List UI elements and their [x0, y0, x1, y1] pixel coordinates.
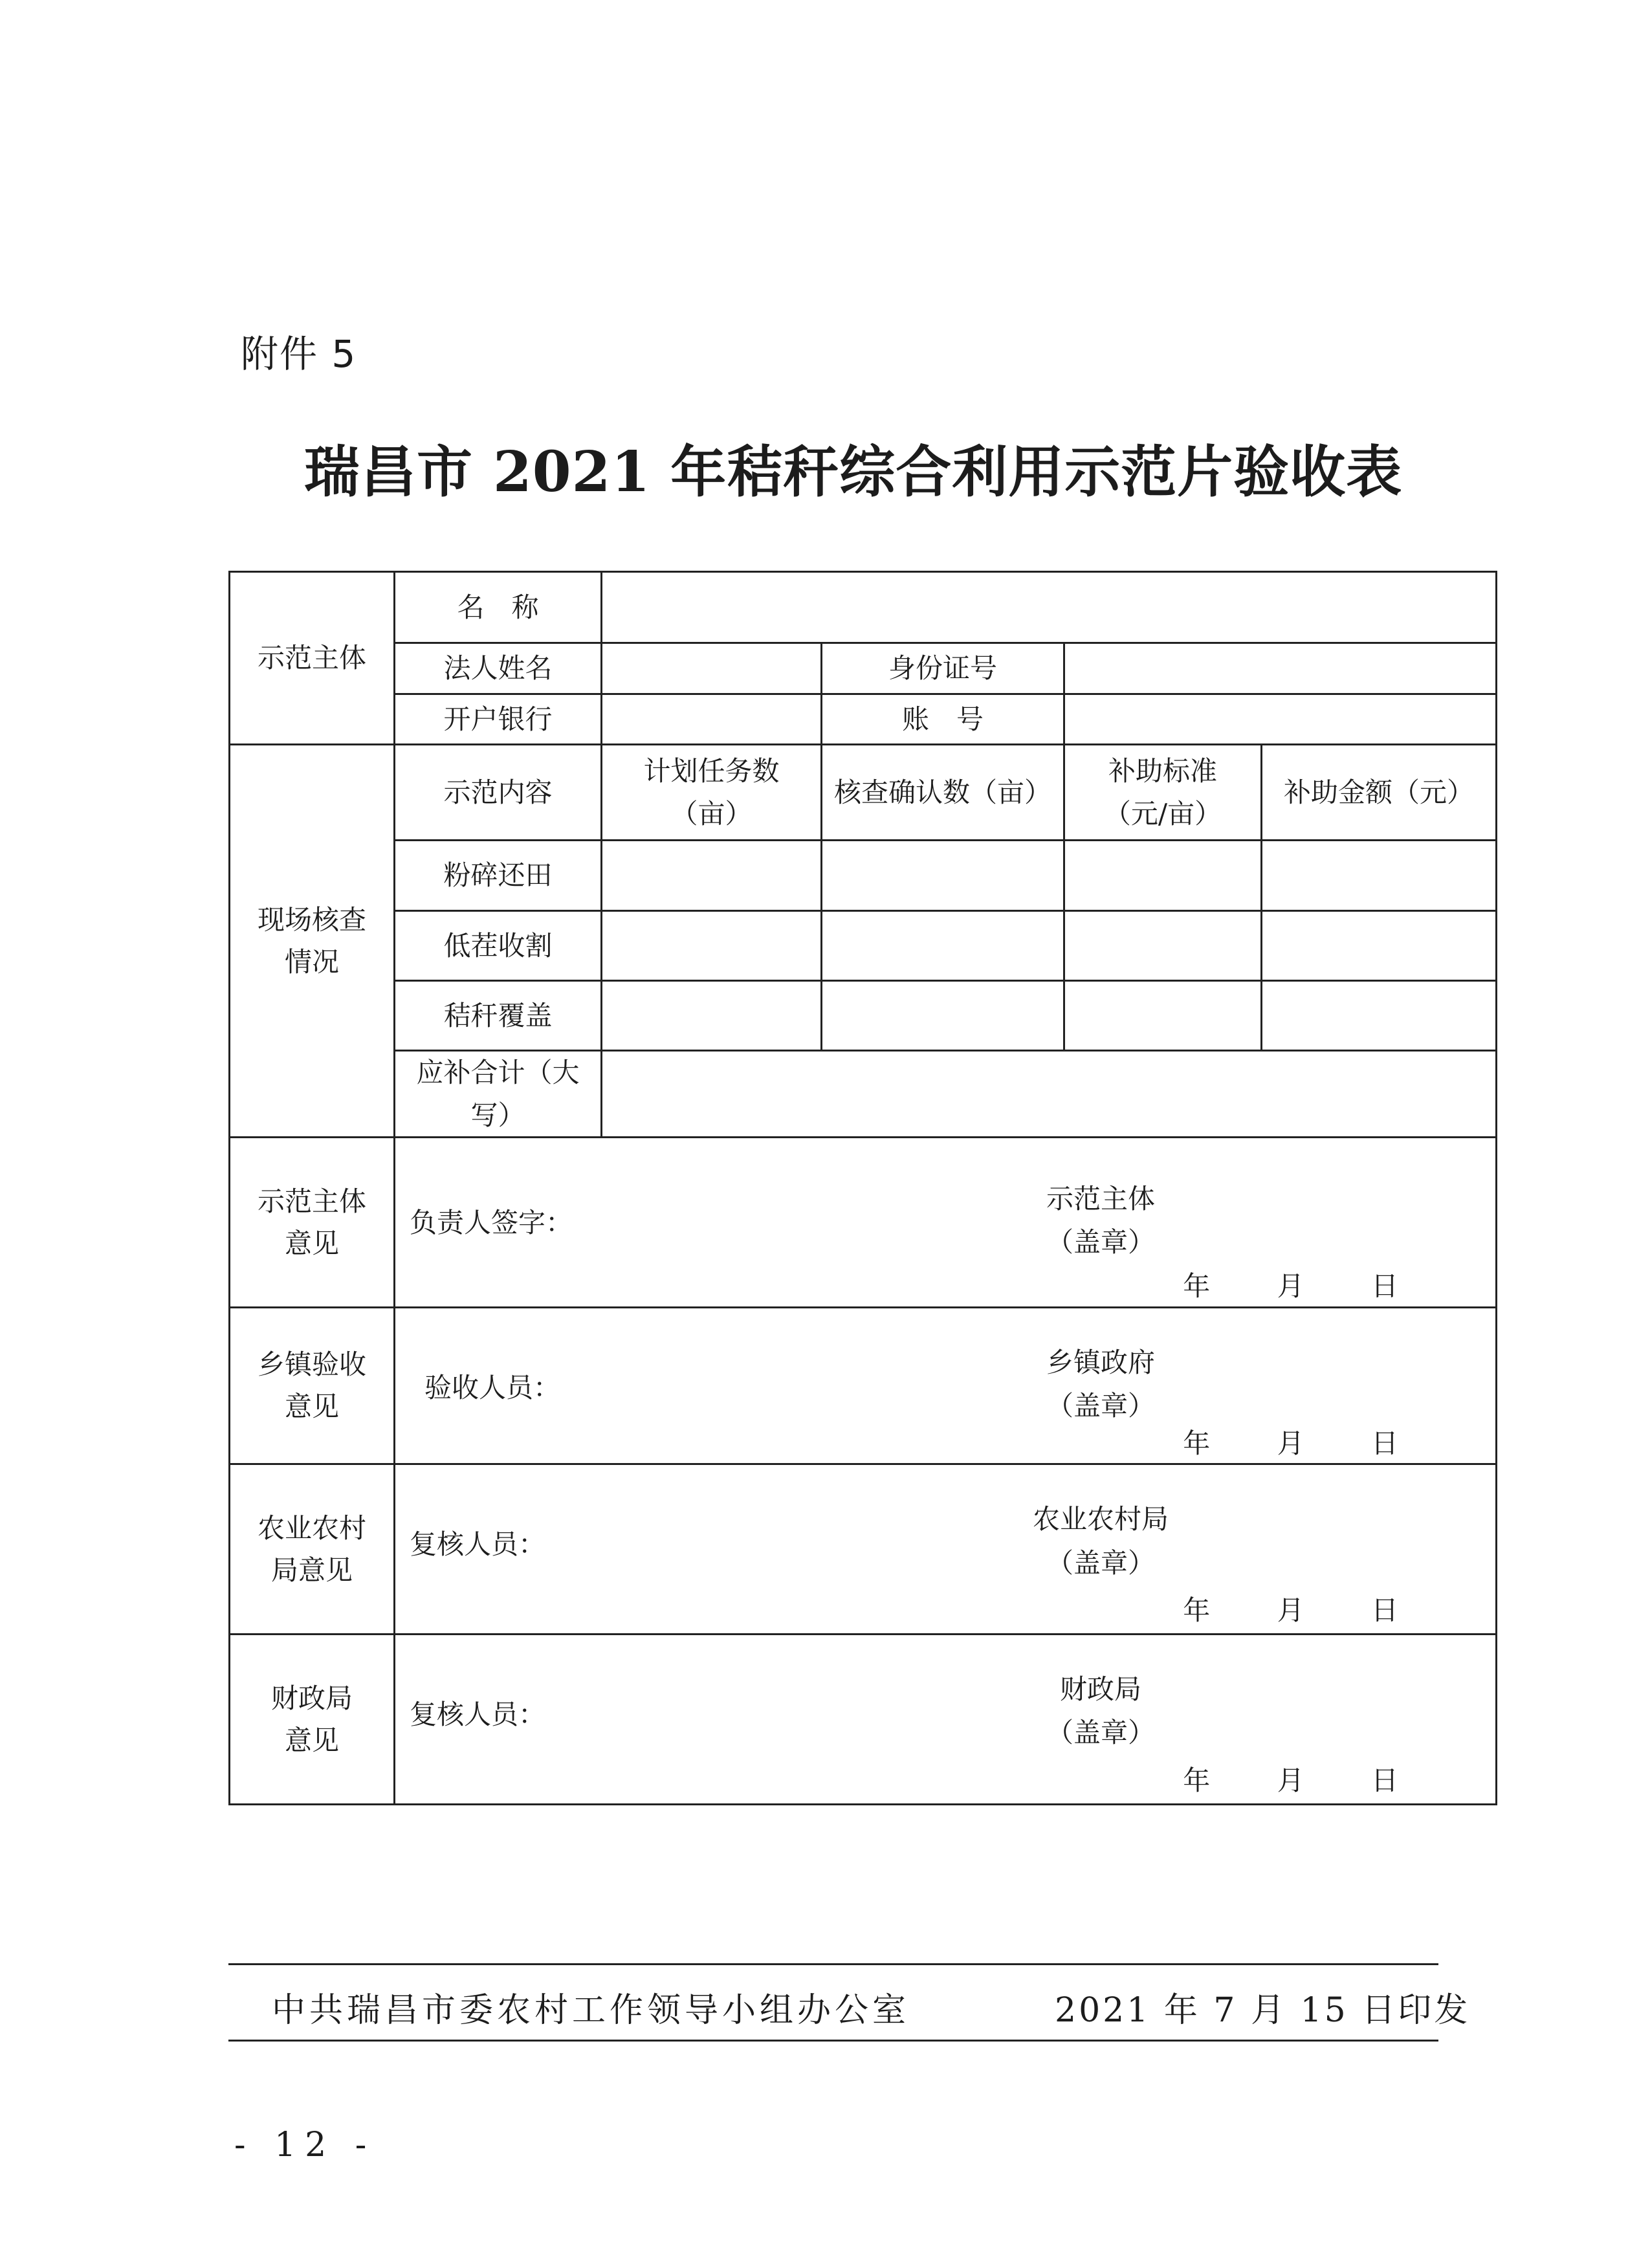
account-value-cell[interactable]	[1064, 694, 1497, 744]
day-label: 日	[1370, 1270, 1398, 1302]
column-header-content: 示范内容	[395, 744, 602, 840]
opinion-agriculture-seal-name: 农业农村局	[1032, 1503, 1169, 1536]
legal-person-value-cell[interactable]	[602, 643, 822, 694]
row-label-low-stubble: 低茬收割	[395, 910, 602, 980]
demo-subject-section-label: 示范主体	[230, 572, 395, 745]
day-label: 日	[1370, 1427, 1398, 1459]
inspection-section-label: 现场核查情况	[230, 744, 395, 1137]
table-cell[interactable]	[602, 910, 822, 980]
opinion-township-date	[1125, 1422, 1398, 1464]
name-label: 名 称	[395, 572, 602, 643]
column-header-standard: 补助标准（元/亩）	[1064, 744, 1262, 840]
opinion-finance-signer-label: 复核人员：	[410, 1699, 546, 1731]
month-label: 月	[1277, 1270, 1304, 1302]
opinion-agriculture-date	[1125, 1589, 1398, 1631]
table-cell[interactable]	[822, 841, 1064, 910]
day-label: 日	[1370, 1765, 1398, 1797]
opinion-township-section-label: 乡镇验收意见	[230, 1307, 395, 1464]
opinion-finance-seal-name: 财政局	[1059, 1673, 1141, 1706]
table-cell[interactable]	[1064, 841, 1262, 910]
opinion-finance-section-label: 财政局意见	[230, 1635, 395, 1805]
footer-bottom-rule	[228, 2040, 1438, 2042]
bank-label: 开户银行	[395, 694, 602, 744]
name-value-cell[interactable]	[602, 572, 1497, 643]
total-label: 应补合计（大写）	[395, 1051, 602, 1138]
footer-issuer: 中共瑞昌市委农村工作领导小组办公室	[272, 1991, 910, 2030]
table-cell[interactable]	[822, 910, 1064, 980]
table-cell[interactable]	[1262, 910, 1497, 980]
day-label: 日	[1370, 1594, 1398, 1627]
table-cell[interactable]	[822, 980, 1064, 1050]
footer-issue-date: 2021 年 7 月 15 日印发	[1055, 1991, 1471, 2030]
year-label: 年	[1183, 1594, 1211, 1627]
document-title: 瑞昌市 2021 年秸秆综合利用示范片验收表	[304, 439, 1403, 505]
opinion-agriculture-seal-note: （盖章）	[1046, 1547, 1155, 1579]
acceptance-form-table	[228, 571, 1497, 1805]
opinion-township-seal-name: 乡镇政府	[1046, 1346, 1155, 1378]
page-number: - 12 -	[234, 2126, 376, 2164]
opinion-township-box[interactable]	[395, 1307, 1497, 1464]
table-cell[interactable]	[1064, 980, 1262, 1050]
month-label: 月	[1277, 1427, 1304, 1459]
column-header-amount: 补助金额（元）	[1262, 744, 1497, 840]
table-cell[interactable]	[602, 980, 822, 1050]
table-cell[interactable]	[1064, 910, 1262, 980]
opinion-township-seal-note: （盖章）	[1046, 1389, 1155, 1422]
id-number-label: 身份证号	[822, 643, 1064, 694]
year-label: 年	[1183, 1427, 1211, 1459]
opinion-finance-date	[1125, 1759, 1398, 1801]
month-label: 月	[1277, 1594, 1304, 1627]
table-cell[interactable]	[1262, 980, 1497, 1050]
opinion-demo-box[interactable]	[395, 1137, 1497, 1307]
total-value-cell[interactable]	[602, 1051, 1497, 1138]
opinion-finance-box[interactable]	[395, 1635, 1497, 1805]
annex-label: 附件 5	[241, 332, 357, 376]
id-number-value-cell[interactable]	[1064, 643, 1497, 694]
column-header-verified: 核查确认数（亩）	[822, 744, 1064, 840]
opinion-agriculture-signer-label: 复核人员：	[410, 1528, 546, 1561]
opinion-agriculture-section-label: 农业农村局意见	[230, 1464, 395, 1635]
opinion-finance-seal-note: （盖章）	[1046, 1717, 1155, 1749]
opinion-township-signer-label: 验收人员：	[424, 1371, 561, 1404]
opinion-demo-seal-note: （盖章）	[1046, 1226, 1155, 1258]
opinion-demo-signer-label: 负责人签字：	[410, 1206, 573, 1239]
opinion-demo-date	[1125, 1265, 1398, 1307]
opinion-demo-section-label: 示范主体意见	[230, 1137, 395, 1307]
opinion-demo-seal-name: 示范主体	[1046, 1182, 1155, 1215]
column-header-planned: 计划任务数（亩）	[602, 744, 822, 840]
year-label: 年	[1183, 1765, 1211, 1797]
legal-person-label: 法人姓名	[395, 643, 602, 694]
table-cell[interactable]	[1262, 841, 1497, 910]
table-cell[interactable]	[602, 841, 822, 910]
bank-value-cell[interactable]	[602, 694, 822, 744]
row-label-crush-return: 粉碎还田	[395, 841, 602, 910]
row-label-straw-cover: 秸秆覆盖	[395, 980, 602, 1050]
month-label: 月	[1277, 1765, 1304, 1797]
opinion-agriculture-box[interactable]	[395, 1464, 1497, 1635]
account-label: 账 号	[822, 694, 1064, 744]
footer-top-rule	[228, 1963, 1438, 1965]
year-label: 年	[1183, 1270, 1211, 1302]
